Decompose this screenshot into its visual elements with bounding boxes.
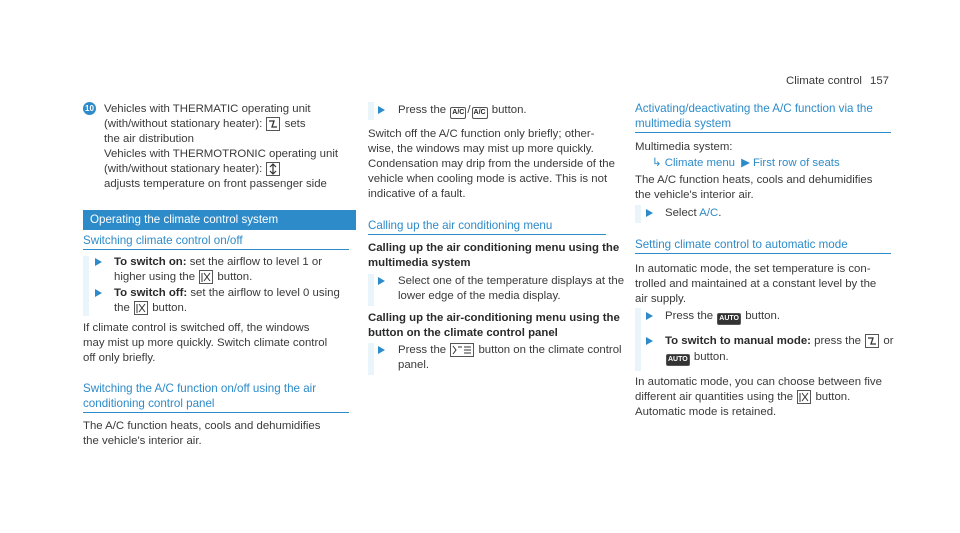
ac-menu-item[interactable]: A/C [699, 207, 719, 219]
step-bar [635, 205, 641, 223]
heading-rule [635, 253, 891, 254]
ac-button-icon: A/C [450, 107, 466, 119]
step-switch-off-line2: the button. [114, 302, 188, 314]
para-line: trolled and maintained at a constant level by the [635, 278, 877, 290]
step-select-ac: Select A/C. [665, 207, 722, 219]
para-line: Condensation may drip from the underside of the [368, 158, 615, 170]
step-arrow [646, 337, 653, 345]
step-manual-mode-line2: AUTO button. [665, 350, 729, 366]
heading-switching-climate: Switching climate control on/off [83, 234, 243, 247]
air-distribution-icon [266, 117, 280, 131]
step-arrow [378, 106, 385, 114]
step-bar [368, 102, 374, 120]
air-distribution-icon [865, 334, 879, 348]
para-line: the vehicle's interior air. [635, 189, 754, 201]
section-title: Climate control [786, 75, 862, 87]
temperature-adjust-icon [266, 162, 280, 176]
subheading-multimedia: Calling up the air conditioning menu using the [368, 242, 620, 254]
airflow-fan-icon [134, 301, 148, 315]
step-select-temp: Select one of the temperature displays at the [398, 275, 625, 287]
para-line: the vehicle's interior air. [83, 435, 202, 447]
ac-rest-button-icon: A/C [472, 107, 488, 119]
page-number: 157 [870, 75, 890, 87]
para-line: If climate control is switched off, the windows [83, 322, 310, 334]
step-arrow [95, 289, 102, 297]
item-line-1: Vehicles with THERMATIC operating unit [104, 103, 311, 115]
nav-chevron-icon: ▶ [741, 157, 750, 169]
step-arrow [646, 312, 653, 320]
step-press-menu-line2: panel. [398, 359, 430, 371]
nav-first-row[interactable]: First row of seats [752, 157, 840, 169]
heading-activating-ac: Activating/deactivating the A/C function via the [635, 102, 873, 115]
heading-rule [83, 412, 349, 413]
para-line: The A/C function heats, cools and dehumidifies [83, 420, 321, 432]
para-line: different air quantities using the button. [635, 391, 851, 403]
step-arrow [646, 209, 653, 217]
step-select-temp-line2: lower edge of the media display. [398, 290, 561, 302]
para-line: The A/C function heats, cools and dehumidifies [635, 174, 873, 186]
para-line: vehicle when cooling mode is active. This is not [368, 173, 608, 185]
airflow-fan-icon [797, 390, 811, 404]
climate-menu-button-icon [450, 343, 474, 357]
para-line: air supply. [635, 293, 687, 305]
heading-ac-panel-line2: conditioning control panel [83, 397, 215, 410]
para-line: Automatic mode is retained. [635, 406, 777, 418]
para-line: indicative of a fault. [368, 188, 466, 200]
heading-rule [83, 249, 349, 250]
step-press-ac: Press the A/C / A/C button. [398, 103, 527, 119]
item-line-3: the air distribution [104, 133, 194, 145]
subheading-panel: Calling up the air-conditioning menu using the [368, 312, 620, 324]
heading-activating-ac-line2: multimedia system [635, 117, 731, 130]
heading-rule [368, 234, 606, 235]
step-arrow [378, 346, 385, 354]
item-line-4: Vehicles with THERMOTRONIC operating unit [104, 148, 339, 160]
item-line-6: adjusts temperature on front passenger side [104, 178, 327, 190]
para-line: off only briefly. [83, 352, 156, 364]
step-arrow [378, 277, 385, 285]
auto-button-icon: AUTO [717, 313, 741, 325]
para-line: wise, the windows may mist up more quickly. [368, 143, 594, 155]
airflow-fan-icon [199, 270, 213, 284]
para-line: In automatic mode, the set temperature is con- [635, 263, 871, 275]
heading-rule [635, 132, 891, 133]
step-switch-off: To switch off: set the airflow to level 0 using [114, 287, 340, 299]
step-bar [368, 343, 374, 375]
multimedia-label: Multimedia system: [635, 141, 733, 153]
step-switch-on: To switch on: set the airflow to level 1 or [114, 256, 323, 268]
step-switch-on-line2: higher using the button. [114, 271, 253, 283]
item-line-5: (with/without stationary heater): [104, 162, 281, 177]
step-press-auto: Press the AUTO button. [665, 309, 780, 325]
item-number-badge: 10 [83, 102, 96, 115]
subheading-panel-line2: button on the climate control panel [368, 327, 558, 339]
step-arrow [95, 258, 102, 266]
section-banner: Operating the climate control system [83, 210, 356, 230]
nav-return-icon: ↳ [652, 157, 662, 169]
heading-ac-panel: Switching the A/C function on/off using the air [83, 382, 317, 395]
auto-button-icon: AUTO [666, 354, 690, 366]
subheading-multimedia-line2: multimedia system [368, 257, 471, 269]
step-press-menu: Press the button on the climate control [398, 344, 622, 356]
para-line: may mist up more quickly. Switch climate control [83, 337, 328, 349]
item-line-2: (with/without stationary heater): sets [104, 118, 306, 130]
running-head [786, 74, 862, 89]
step-bar [635, 308, 641, 371]
step-bar [83, 256, 89, 316]
nav-path [652, 156, 840, 171]
heading-automatic-mode: Setting climate control to automatic mode [635, 238, 848, 251]
para-line: In automatic mode, you can choose between five [635, 376, 882, 388]
step-bar [368, 274, 374, 306]
nav-climate-menu[interactable]: Climate menu [664, 157, 735, 169]
para-line: Switch off the A/C function only briefly; other- [368, 128, 595, 140]
heading-calling-menu: Calling up the air conditioning menu [368, 219, 553, 232]
step-manual-mode: To switch to manual mode: press the or [665, 335, 894, 347]
